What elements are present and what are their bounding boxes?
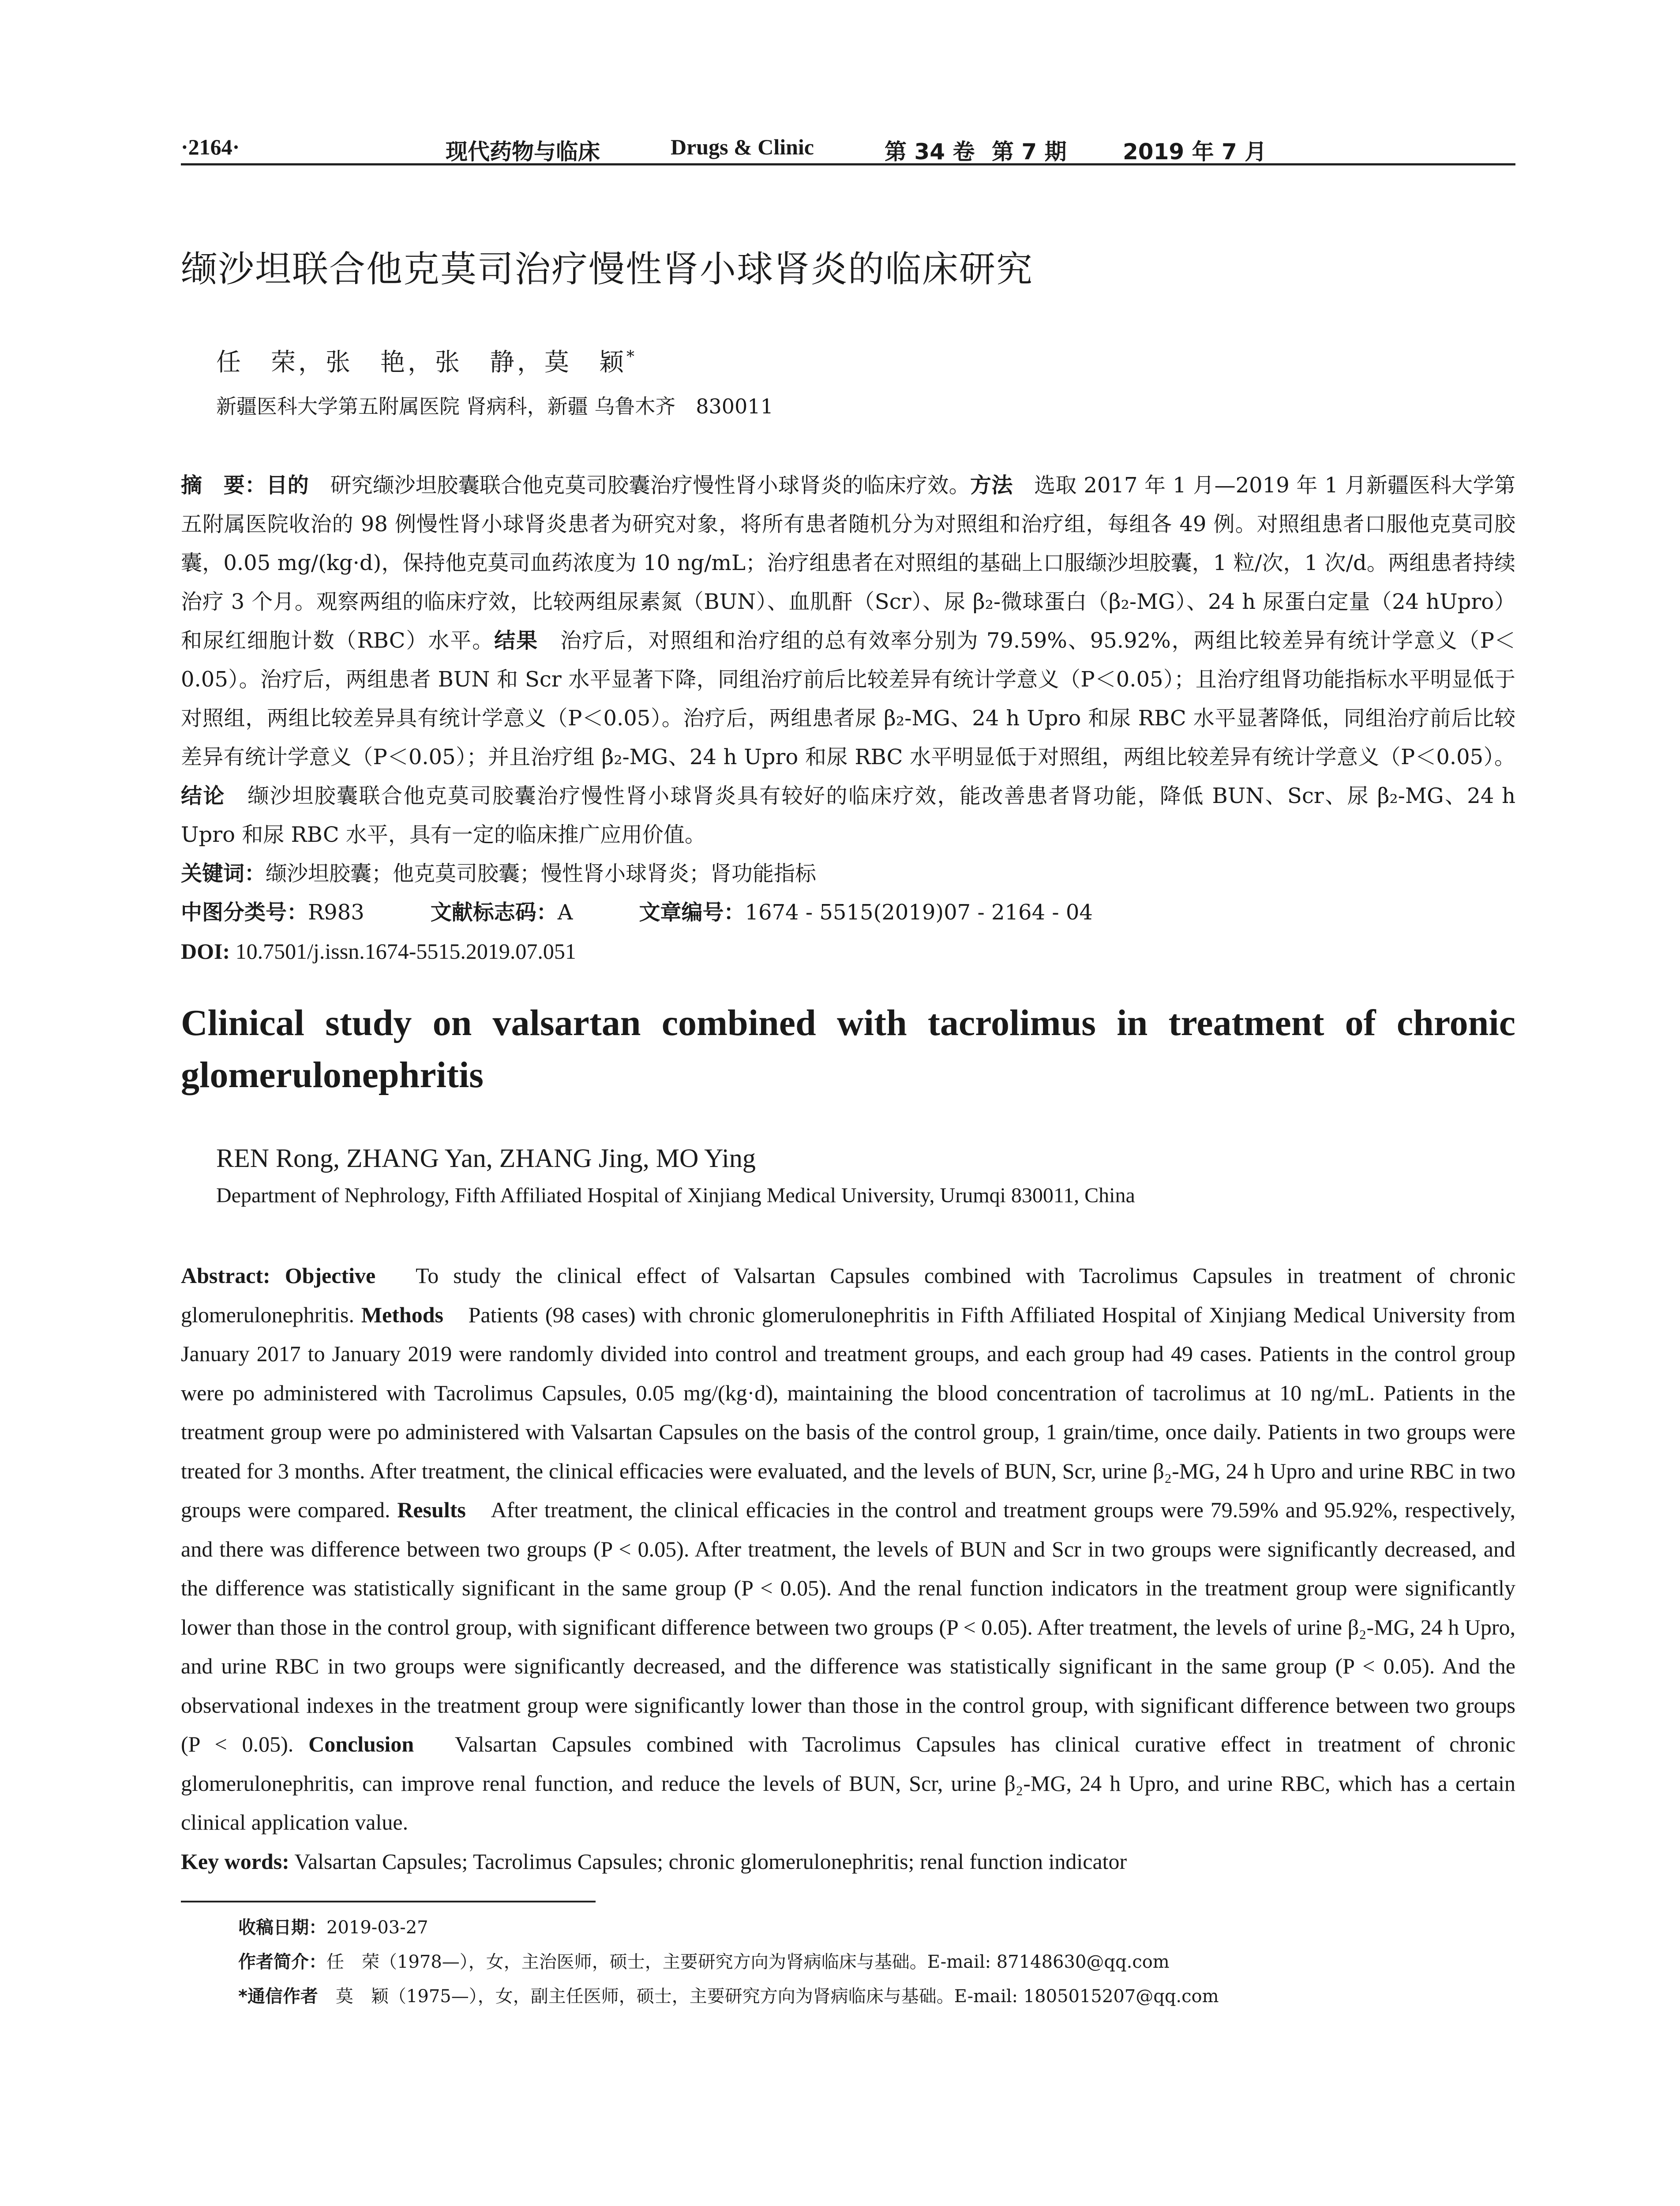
keywords-label-cn: 关键词： — [181, 861, 266, 886]
author-bio-text: 任 荣（1978—），女，主治医师，硕士，主要研究方向为肾病临床与基础。E-mail: 87148630@qq.com — [326, 1951, 1170, 1972]
keywords-cn — [181, 854, 1515, 893]
doc-code-label: 文献标志码： — [430, 900, 558, 925]
doi-link[interactable]: 10.7501/j.issn.1674-5515.2019.07.051 — [230, 939, 576, 964]
methods-label-en: Methods — [361, 1302, 443, 1327]
classification-line — [181, 893, 1515, 932]
authors-en: REN Rong, ZHANG Yan, ZHANG Jing, MO Ying — [216, 1144, 756, 1173]
abstract-en — [181, 1256, 1515, 1842]
affiliation-cn: 新疆医科大学第五附属医院 肾病科，新疆 乌鲁木齐 830011 — [216, 394, 773, 418]
author-list-cn: 任 荣，张 艳，张 静，莫 颖 — [216, 348, 626, 377]
author-bio-label: 作者简介： — [238, 1951, 326, 1972]
objective-text-en: To study the clinical effect of Valsartan Capsules combined with Tacrolimus Capsules in treatment of chronic glomerulonephritis. — [181, 1263, 1516, 1327]
corresponding-author-note — [238, 1979, 1515, 2014]
issue: 第 7 期 — [992, 139, 1067, 165]
keywords-label-en: Key words: — [181, 1849, 289, 1874]
journal-name-en: Drugs & Clinic — [671, 135, 814, 159]
corresponding-label: *通信作者 — [238, 1986, 318, 2007]
volume: 第 34 卷 — [885, 139, 975, 165]
page-number: ·2164· — [181, 135, 240, 159]
affiliation-en: Department of Nephrology, Fifth Affiliated Hospital of Xinjiang Medical University, Urumqi 830011, China — [216, 1184, 1135, 1207]
running-header — [181, 132, 1515, 165]
results-label-cn: 结果 — [494, 628, 539, 653]
title-cn: 缬沙坦联合他克莫司治疗慢性肾小球肾炎的临床研究 — [181, 248, 1034, 290]
doi-label: DOI: — [181, 939, 230, 964]
received-value: 2019-03-27 — [326, 1917, 428, 1938]
issue-date: 2019 年 7 月 — [1123, 139, 1267, 165]
footnote-divider — [181, 1901, 596, 1902]
keywords-text-en: Valsartan Capsules; Tacrolimus Capsules; chronic glomerulonephritis; renal function indicator — [289, 1849, 1127, 1874]
objective-text-cn: 研究缬沙坦胶囊联合他克莫司胶囊治疗慢性肾小球肾炎的临床疗效。 — [309, 473, 971, 498]
doi-line — [181, 932, 1515, 971]
keywords-en — [181, 1842, 1515, 1881]
article-page — [181, 132, 1515, 2014]
author-bio-note — [238, 1945, 1515, 1979]
methods-label-cn: 方法 — [970, 473, 1013, 498]
abstract-label-en: Abstract: — [181, 1263, 270, 1288]
corresponding-text: 莫 颖（1975—），女，副主任医师，硕士，主要研究方向为肾病临床与基础。E-mail: 1805015207@qq.com — [318, 1986, 1219, 2007]
abstract-label-cn: 摘 要： — [181, 473, 266, 498]
authors-cn — [181, 343, 1515, 378]
article-number-value: 1674 - 5515(2019)07 - 2164 - 04 — [745, 900, 1093, 925]
title-en: Clinical study on valsartan combined with tacrolimus in treatment of chronic glomerulonephritis — [181, 1002, 1515, 1095]
keywords-text-cn: 缬沙坦胶囊；他克莫司胶囊；慢性肾小球肾炎；肾功能指标 — [266, 861, 817, 886]
results-text-en: After treatment, the clinical efficacies in the control and treatment groups were 79.59% and 95.92%, respectively, and there was difference between two groups (P < 0.05). After treatment, the levels of BUN and Scr in two groups were significantly decreased, and the difference was statistically significant in the same group (P < 0.05). And the renal function indicators in the treatment group were significantly lower than those in the control group, with significant difference between two groups (P < 0.05). After treatment, the levels of urine β₂-MG, 24 h Upro, and urine RBC in two groups were significantly decreased, and the difference was statistically significant in the same group (P < 0.05). And the observational indexes in the treatment group were significantly lower than those in the control group, with significant difference between two groups (P < 0.05). — [181, 1497, 1515, 1756]
results-label-en: Results — [397, 1497, 466, 1522]
methods-text-en: Patients (98 cases) with chronic glomerulonephritis in Fifth Affiliated Hospital of Xinjiang Medical University from January 2017 to January 2019 were randomly divided into control and treatment groups, and each group had 49 cases. Patients in the control group were po administered with Tacrolimus Capsules, 0.05 mg/(kg·d), maintaining the blood concentration of tacrolimus at 10 ng/mL. Patients in the treatment group were po administered with Valsartan Capsules on the basis of the control group, 1 grain/time, once daily. Patients in two groups were treated for 3 months. After treatment, the clinical efficacies were evaluated, and the levels of BUN, Scr, urine β₂-MG, 24 h Upro and urine RBC in two groups were compared. — [181, 1302, 1516, 1522]
conclusion-label-cn: 结论 — [181, 784, 225, 808]
footnotes — [181, 1910, 1515, 2014]
results-text-cn: 治疗后，对照组和治疗组的总有效率分别为 79.59%、95.92%，两组比较差异有统计学意义（P＜0.05）。治疗后，两组患者 BUN 和 Scr 水平显著下降，同组治疗前后比较差异有统计学意义（P＜0.05）；且治疗组肾功能指标水平明显低于对照组，两组比较差异具有统计学意义（P＜0.05）。治疗后，两组患者尿 β₂-MG、24 h Upro 和尿 RBC 水平显著降低，同组治疗前后比较差异有统计学意义（P＜0.05）；并且治疗组 β₂-MG、24 h Upro 和尿 RBC 水平明显低于对照组，两组比较差异有统计学意义（P＜0.05）。 — [181, 628, 1515, 769]
received-date-note — [238, 1910, 1515, 1945]
corresponding-mark: * — [626, 348, 634, 366]
objective-label-en: Objective — [270, 1263, 376, 1288]
clc-value: R983 — [308, 900, 364, 925]
article-number-label: 文章编号： — [639, 900, 745, 925]
clc-label: 中图分类号： — [181, 900, 308, 925]
conclusion-text-cn: 缬沙坦胶囊联合他克莫司胶囊治疗慢性肾小球肾炎具有较好的临床疗效，能改善患者肾功能，降低 BUN、Scr、尿 β₂-MG、24 h Upro 和尿 RBC 水平，具有一定的临床推广应用价值。 — [181, 784, 1515, 847]
methods-text-cn: 选取 2017 年 1 月—2019 年 1 月新疆医科大学第五附属医院收治的 98 例慢性肾小球肾炎患者为研究对象，将所有患者随机分为对照组和治疗组，每组各 49 例。对照组患者口服他克莫司胶囊，0.05 mg/(kg·d)，保持他克莫司血药浓度为 10 ng/mL；治疗组患者在对照组的基础上口服缬沙坦胶囊，1 粒/次，1 次/d。两组患者持续治疗 3 个月。观察两组的临床疗效，比较两组尿素氮（BUN）、血肌酐（Scr）、尿 β₂-微球蛋白（β₂-MG）、24 h 尿蛋白定量（24 hUpro）和尿红细胞计数（RBC）水平。 — [181, 473, 1515, 653]
abstract-cn — [181, 466, 1515, 854]
received-label: 收稿日期： — [238, 1917, 326, 1938]
conclusion-label-en: Conclusion — [308, 1732, 414, 1756]
journal-name-cn: 现代药物与临床 — [446, 139, 600, 165]
conclusion-text-en: Valsartan Capsules combined with Tacrolimus Capsules has clinical curative effect in treatment of chronic glomerulonephritis, can improve renal function, and reduce the levels of BUN, Scr, urine β₂-MG, 24 h Upro, and urine RBC, which has a certain clinical application value. — [181, 1732, 1516, 1835]
doc-code-value: A — [557, 900, 573, 925]
objective-label-cn: 目的 — [266, 473, 309, 498]
